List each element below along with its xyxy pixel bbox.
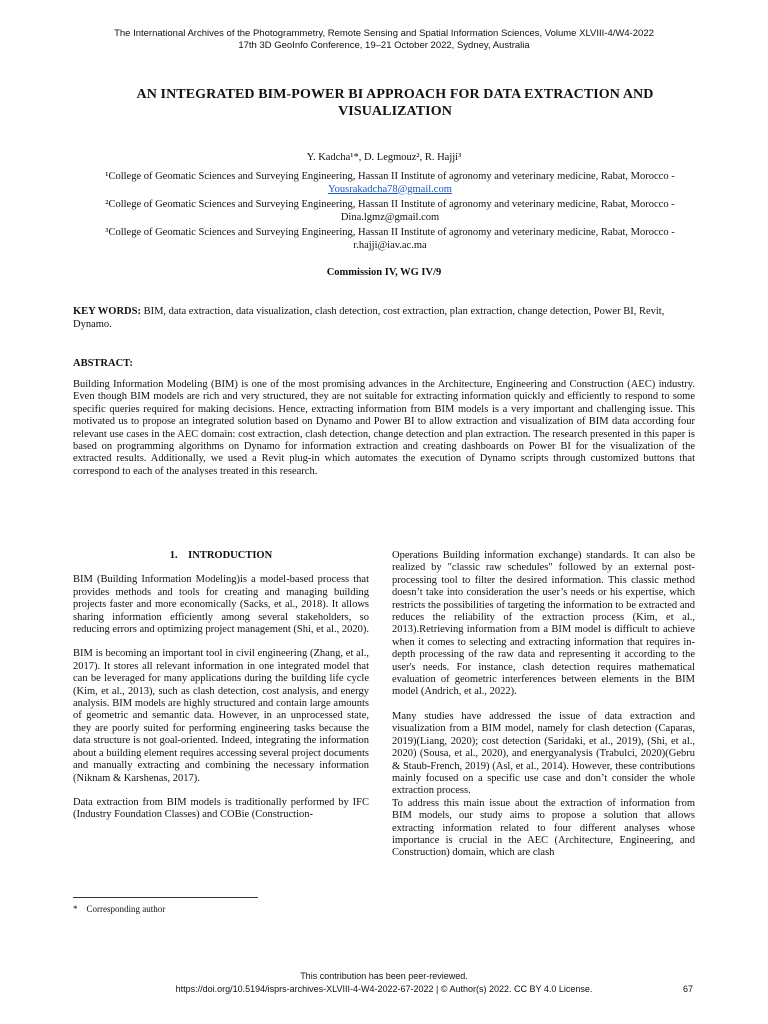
keywords xyxy=(73,306,695,331)
affiliation-text: ³College of Geomatic Sciences and Surveying Engineering, Hassan II Institute of agronomy and veterinary medicine, Rabat, Morocco - xyxy=(105,227,675,238)
section-heading-introduction: 1. INTRODUCTION xyxy=(169,550,273,561)
affiliation-text: ¹College of Geomatic Sciences and Surveying Engineering, Hassan II Institute of agronomy and veterinary medicine, Rabat, Morocco - xyxy=(105,171,675,182)
abstract-heading: ABSTRACT: xyxy=(73,358,133,369)
affiliation-2 xyxy=(100,199,680,224)
journal-header xyxy=(0,28,768,52)
paper-title: AN INTEGRATED BIM-POWER BI APPROACH FOR DATA EXTRACTION AND VISUALIZATION xyxy=(136,87,654,119)
paragraph: Operations Building information exchange) standards. It can also be realized by "classic raw schedules" followed by an external post-processing tool to filter the desired information. This classic method doesn’t take into consideration the user’s needs or his expertise, which restricts the possibilities of targeting the information to be extracted and reduces the reliability of the extraction process (Kim, et al., 2013).Retrieving information from a BIM model is difficult to achieve when it comes to selecting and extracting information that requires in-depth processing of the raw data and representing it according to the user's needs. For instance, clash detection requires mathematical evaluation of geometric interferences between elements in the BIM model (Andrich, et al., 2022). xyxy=(392,550,695,698)
commission-label: Commission IV, WG IV/9 xyxy=(326,267,442,278)
keywords-label: KEY WORDS: xyxy=(73,306,141,317)
author-email: r.hajji@iav.ac.ma xyxy=(353,239,427,251)
affiliation-text: ²College of Geomatic Sciences and Surveying Engineering, Hassan II Institute of agronomy and veterinary medicine, Rabat, Morocco - xyxy=(105,199,675,210)
paragraph: BIM (Building Information Modeling)is a model-based process that provides methods and tools for creating and managing building projects faster and more economically (Sacks, et al., 2018). It allows sharing information efficiently among several stakeholders, so reducing errors and optimizing project management (Shi, et al., 2020). xyxy=(73,574,369,636)
left-column xyxy=(73,550,369,834)
right-column xyxy=(392,550,695,872)
paragraph: BIM is becoming an important tool in civil engineering (Zhang, et al., 2017). It stores all relevant information in one integrated model that can be leveraged for many applications during the building life cycle (Kim, et al., 2013), such as clash detection, cost analysis, and energy analysis. BIM models are highly structured and contain large amounts of geometric and semantic data. However, in an unprocessed state, they are poorly suited for performing engineering tasks because the data structure is not goal-oriented. Indeed, integrating the information about a building element requires accessing several project documents and manually extracting and combining the necessary information (Niknam & Karshenas, 2017). xyxy=(73,648,369,784)
keywords-text: BIM, data extraction, data visualization, clash detection, cost extraction, plan extraction, change detection, Power BI, Revit, Dynamo. xyxy=(73,306,665,330)
paragraph: Many studies have addressed the issue of data extraction and visualization from a BIM model, namely for clash detection (Caparas, 2019)(Liang, 2020); cost detection (Saridaki, et al., 2019), (Shi, et al., 2020) (Sousa, et al., 2020), and energyanalysis (Trabulci, 2020)(Gebru & Staub-French, 2019) (Asl, et al., 2014). However, these contributions mainly focused on a specific use case and don’t consider the whole extraction process. xyxy=(392,710,695,797)
affiliation-3 xyxy=(100,227,680,252)
author-list: Y. Kadcha¹*, D. Legmouz², R. Hajji³ xyxy=(306,152,462,163)
abstract-text: Building Information Modeling (BIM) is one of the most promising advances in the Architecture, Engineering and Construction (AEC) industry. Even though BIM models are rich and very structured, they are not suitable for extracting information quickly and efficiently to respond to some specific queries required for making decisions. Hence, extracting information from BIM models is a very important and challenging issue. This motivated us to propose an integrated solution based on Dynamo and Power BI to allow extraction and visualization of BIM data according four relevant use cases in the AEC domain: cost extraction, clash detection, change detection and plan extraction. The research presented in this paper is based on programming algorithms on Dynamo for information extraction and creating dashboards on Power BI for the visualization of the extracted results. Additionally, we used a Revit plug-in which automates the execution of Dynamo scripts through customized buttons that correspond to each of the analyses treated in this research. xyxy=(73,379,695,477)
peer-review-notice: This contribution has been peer-reviewed. xyxy=(300,971,468,981)
journal-title-line: The International Archives of the Photogrammetry, Remote Sensing and Spatial Information Sciences, Volume XLVIII-4/W4-2022 xyxy=(114,28,654,39)
author-email-link[interactable]: Yousrakadcha78@gmail.com xyxy=(328,183,452,195)
footnote-corresponding-author: * Corresponding author xyxy=(73,904,166,914)
conference-line: 17th 3D GeoInfo Conference, 19–21 October 2022, Sydney, Australia xyxy=(238,40,530,51)
author-email: Dina.lgmz@gmail.com xyxy=(340,211,440,223)
page-number: 67 xyxy=(683,984,694,994)
doi-license-line: https://doi.org/10.5194/isprs-archives-XLVIII-4-W4-2022-67-2022 | © Author(s) 2022. CC BY 4.0 License. xyxy=(175,984,593,994)
paragraph: Data extraction from BIM models is traditionally performed by IFC (Industry Foundation Classes) and COBie (Construction- xyxy=(73,796,369,821)
affiliation-1 xyxy=(100,171,680,196)
footnote-divider xyxy=(73,897,258,898)
paragraph: To address this main issue about the extraction of information from BIM models, our study aims to propose a solution that allows extracting information related to four different analyses whose importance is crucial in the AEC (Architecture, Engineering, and Construction) domain, which are clash xyxy=(392,797,695,859)
